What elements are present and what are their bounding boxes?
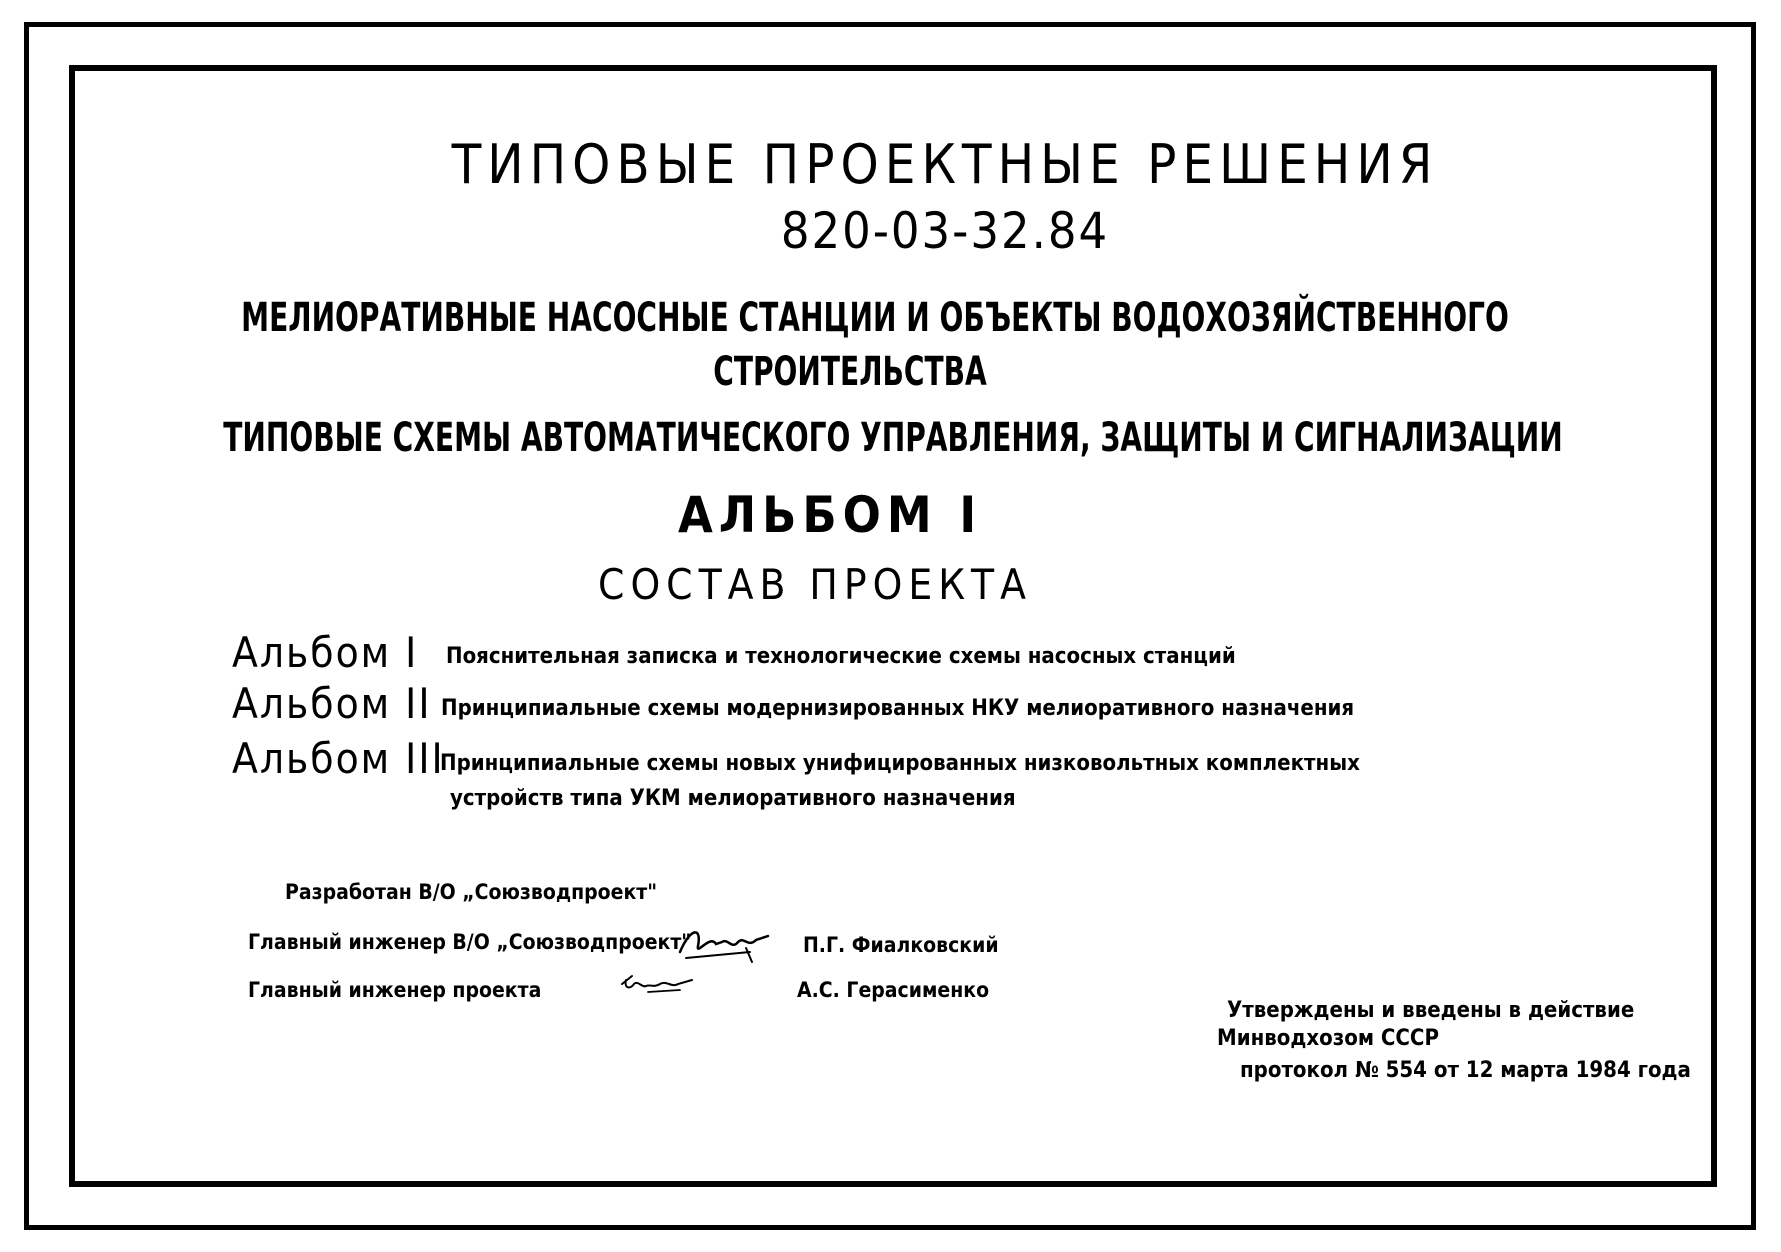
- chief-engineer-label: Главный инженер В/О „Союзводпроект": [248, 930, 692, 954]
- album-2-description: Принципиальные схемы модернизированных НКУ мелиоративного назначения: [441, 696, 1355, 721]
- approval-line-1: Утверждены и введены в действие: [1227, 998, 1635, 1023]
- album-3-description: Принципиальные схемы новых унифицированных низковольтных комплектных: [440, 751, 1360, 776]
- approval-line-3: протокол № 554 от 12 марта 1984 года: [1240, 1058, 1691, 1083]
- album-3-label: Альбом III: [232, 734, 445, 783]
- chief-engineer-name: П.Г. Фиалковский: [803, 933, 999, 957]
- project-engineer-name: А.С. Герасименко: [797, 978, 990, 1002]
- album-1-label: Альбом I: [232, 628, 419, 677]
- document-title: ТИПОВЫЕ ПРОЕКТНЫЕ РЕШЕНИЯ: [451, 133, 1439, 196]
- subtitle-line-2: СТРОИТЕЛЬСТВА: [713, 349, 987, 395]
- album-3-description-cont: устройств типа УКМ мелиоративного назначения: [450, 786, 1016, 811]
- signature-chief-engineer: [676, 922, 772, 966]
- composition-heading: СОСТАВ ПРОЕКТА: [598, 560, 1032, 609]
- project-engineer-label: Главный инженер проекта: [248, 978, 542, 1002]
- subtitle-line-3: ТИПОВЫЕ СХЕМЫ АВТОМАТИЧЕСКОГО УПРАВЛЕНИЯ, ЗАЩИТЫ И СИГНАЛИЗАЦИИ: [223, 415, 1563, 461]
- album-heading: АЛЬБОМ I: [677, 486, 983, 544]
- album-2-label: Альбом II: [232, 679, 432, 728]
- subtitle-line-1: МЕЛИОРАТИВНЫЕ НАСОСНЫЕ СТАНЦИИ И ОБЪЕКТЫ ВОДОХОЗЯЙСТВЕННОГО: [241, 295, 1509, 341]
- document-code: 820-03-32.84: [780, 202, 1110, 260]
- approval-line-2: Минводхозом СССР: [1217, 1026, 1439, 1051]
- developed-by: Разработан В/О „Союзводпроект": [285, 880, 658, 904]
- album-1-description: Пояснительная записка и технологические схемы насосных станций: [446, 644, 1236, 669]
- signature-project-engineer: [618, 968, 696, 1002]
